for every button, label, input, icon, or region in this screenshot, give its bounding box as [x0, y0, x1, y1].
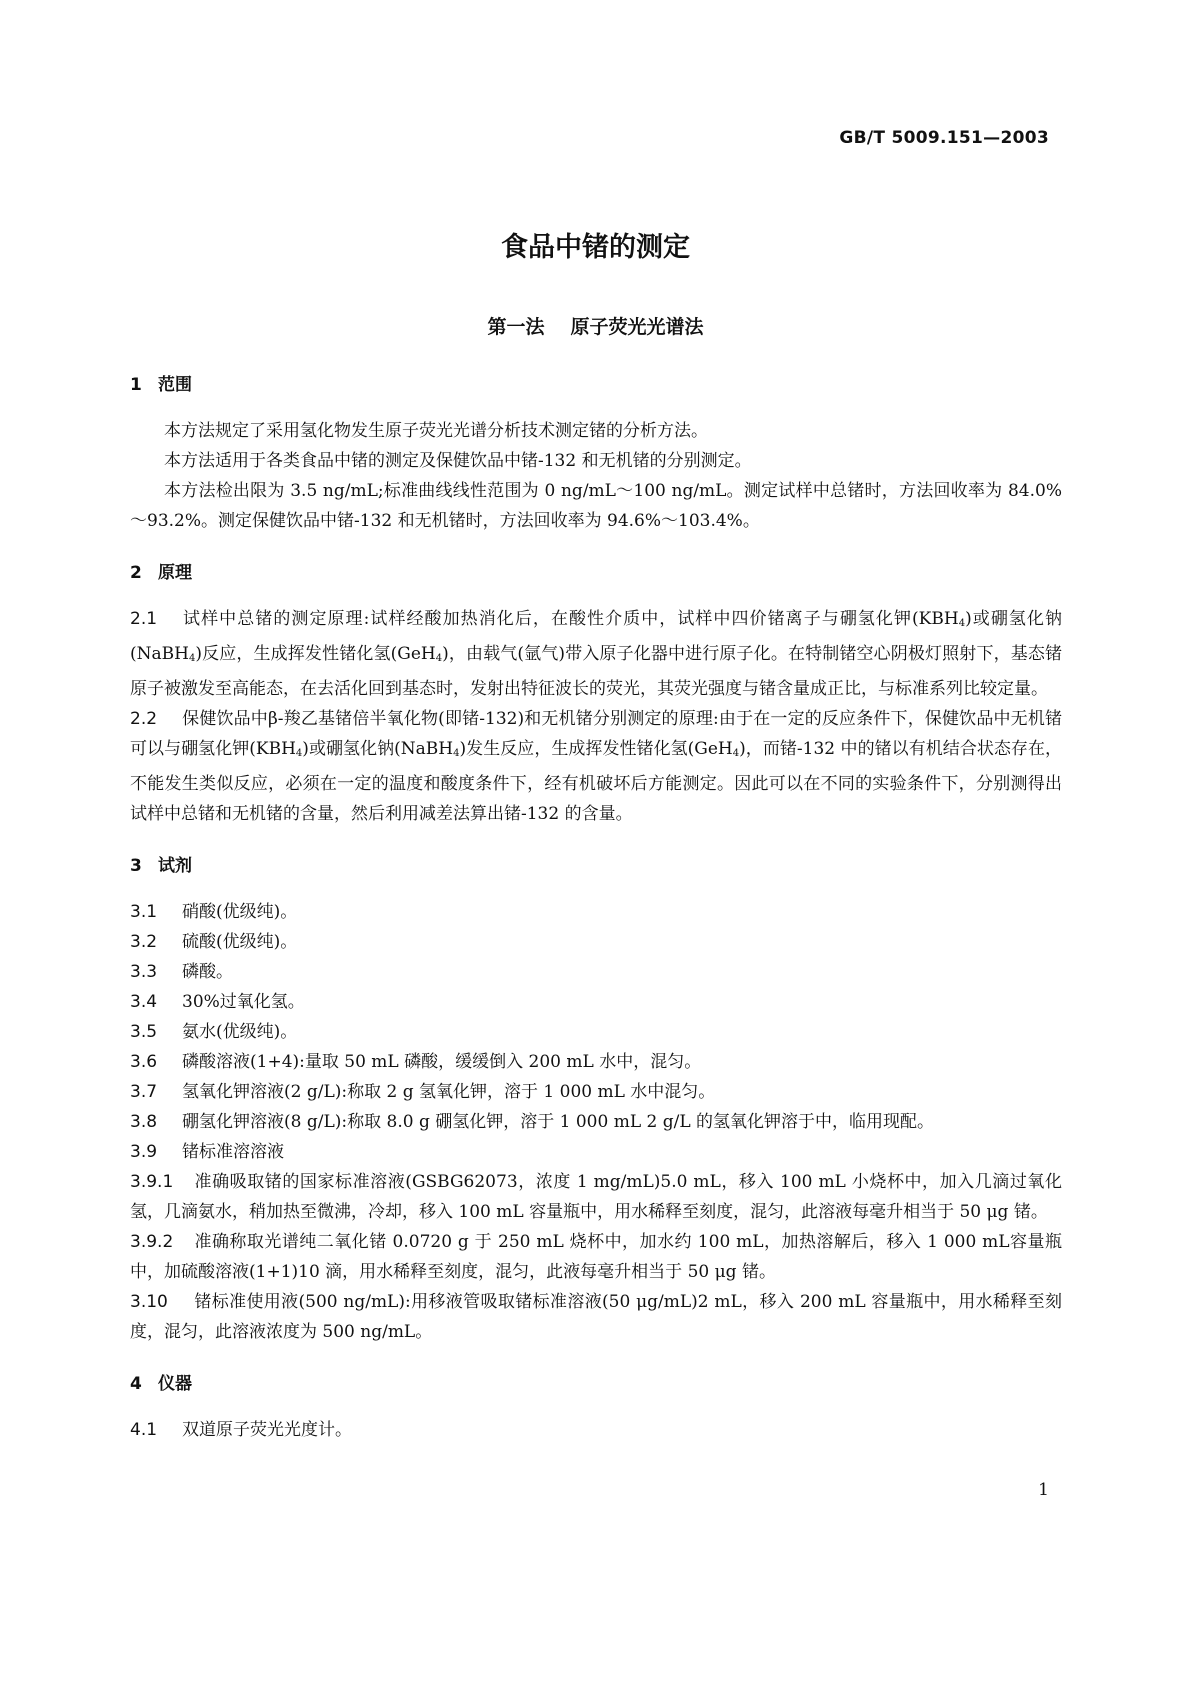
paragraph: 本方法规定了采用氢化物发生原子荧光光谱分析技术测定锗的分析方法。: [164, 421, 708, 441]
reagent-item: 3.9.1 准确吸取锗的国家标准溶液(GSBG62073，浓度 1 mg/mL)5.0 mL，移入 100 mL 小烧杯中，加入几滴过氧化氢，几滴氨水，稍加热至微沸，冷却，移入 100 mL 容量瓶中，用水稀释至刻度，混匀，此溶液每毫升相当于 50 μg 锗。: [130, 1172, 1062, 1222]
section-number: 2: [130, 563, 142, 583]
clause-2-2: 2.2 保健饮品中β-羧乙基锗倍半氧化物(即锗-132)和无机锗分别测定的原理:由于在一定的反应条件下，保健饮品中无机锗可以与硼氢化钾$(KBH_4)$或硼氢化钠(NaBH$_4$)发生反应，生成挥发性锗化氢(GeH$_4$)，而锗-132 中的锗以有机结合状态存在，不能发生类似反应，必须在一定的温度和酸度条件下，经有机破坏后方能测定。因此可以在不同的实验条件下，分别测得出试样中总锗和无机锗的含量，然后利用减差法算出锗-132 的含量。: [130, 704, 1062, 829]
section-principle: [130, 558, 1062, 829]
instrument-item: 4.1 双道原子荧光光度计。: [130, 1420, 352, 1440]
page-number: 1: [1038, 1480, 1049, 1500]
clause-number: 2.1: [130, 609, 158, 629]
section-heading: [130, 370, 1062, 400]
reagent-item: 3.6 磷酸溶液(1+4):量取 50 mL 磷酸，缓缓倒入 200 mL 水中，混匀。: [130, 1052, 702, 1072]
method-title: [0, 312, 1191, 339]
reagent-item: 3.7 氢氧化钾溶液(2 g/L):称取 2 g 氢氧化钾，溶于 1 000 mL 水中混匀。: [130, 1082, 716, 1102]
standard-code: GB/T 5009.151—2003: [839, 128, 1049, 148]
reagent-item: 3.9 锗标准溶溶液: [130, 1142, 284, 1162]
section-title: 原理: [158, 563, 192, 583]
method-name: 原子荧光光谱法: [570, 316, 704, 338]
reagent-item: 3.2 硫酸(优级纯)。: [130, 932, 298, 952]
section-title: 仪器: [158, 1374, 192, 1394]
section-title: 试剂: [158, 856, 192, 876]
section-reagents: [130, 851, 1062, 1347]
reagent-item: 3.9.2 准确称取光谱纯二氧化锗 0.0720 g 于 250 mL 烧杯中，加水约 100 mL，加热溶解后，移入 1 000 mL容量瓶中，加硫酸溶液(1+1)10 滴，用水稀释至刻度，混匀，此液每毫升相当于 50 μg 锗。: [130, 1232, 1062, 1282]
section-scope: [130, 370, 1062, 536]
paragraph: 本方法适用于各类食品中锗的测定及保健饮品中锗-132 和无机锗的分别测定。: [164, 451, 752, 471]
paragraph: 本方法检出限为 3.5 ng/mL;标准曲线线性范围为 0 ng/mL～100 ng/mL。测定试样中总锗时，方法回收率为 84.0%～93.2%。测定保健饮品中锗-132 和无机锗时，方法回收率为 94.6%～103.4%。: [130, 481, 1062, 531]
section-number: 1: [130, 375, 142, 395]
section-heading: [130, 558, 1062, 588]
clause-2-1: 2.1 试样中总锗的测定原理:试样经酸加热消化后，在酸性介质中，试样中四价锗离子与硼氢化钾$(KBH_4)$或硼氢化钠(NaBH$_4$)反应，生成挥发性锗化氢(GeH$_4$)，由载气(氩气)带入原子化器中进行原子化。在特制锗空心阴极灯照射下，基态锗原子被激发至高能态，在去活化回到基态时，发射出特征波长的荧光，其荧光强度与锗含量成正比，与标准系列比较定量。: [130, 604, 1062, 704]
section-heading: [130, 1369, 1062, 1399]
reagent-item: 3.1 硝酸(优级纯)。: [130, 902, 298, 922]
section-heading: [130, 851, 1062, 881]
reagent-item: 3.3 磷酸。: [130, 962, 233, 982]
section-number: 3: [130, 856, 142, 876]
section-number: 4: [130, 1374, 142, 1394]
reagent-item: 3.10 锗标准使用液(500 ng/mL):用移液管吸取锗标准溶液(50 μg/mL)2 mL，移入 200 mL 容量瓶中，用水稀释至刻度，混匀，此溶液浓度为 500 ng/mL。: [130, 1292, 1063, 1342]
method-part: 第一法: [487, 316, 545, 338]
reagent-item: 3.5 氨水(优级纯)。: [130, 1022, 298, 1042]
document-title: 食品中锗的测定: [501, 232, 690, 263]
reagent-item: 3.4 30%过氧化氢。: [130, 992, 305, 1012]
reagent-item: 3.8 硼氢化钾溶液(8 g/L):称取 8.0 g 硼氢化钾，溶于 1 000 mL 2 g/L 的氢氧化钾溶于中，临用现配。: [130, 1112, 935, 1132]
clause-number: 2.2: [130, 709, 158, 729]
document-body: [130, 370, 1062, 1467]
section-instruments: [130, 1369, 1062, 1445]
section-title: 范围: [158, 375, 192, 395]
